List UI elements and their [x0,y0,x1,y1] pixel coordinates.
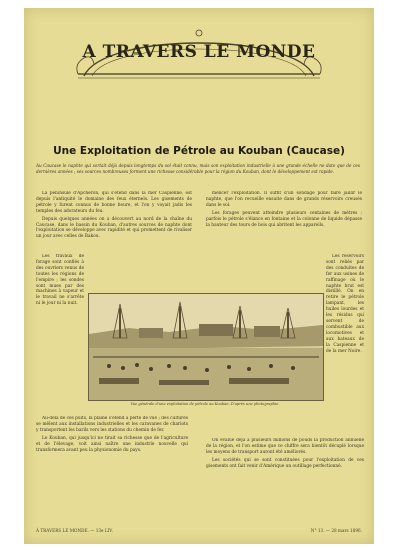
paragraph: La péninsule d'Apchéron, qui s'étend dans la mer Caspienne, est depuis l'antiquité le domaine des feux éternels. Les gisements de pétrole y furent connus de bonne heure, et l'on y voyait jadis les temples des adorateurs du feu. [36,191,192,214]
paragraph: Depuis quelques années on a découvert au nord de la chaîne du Caucase, dans le bassin du Kouban, d'autres sources de naphte dont l'exploitation se développe avec rapidité et qui promettent de rivaliser un jour avec celles de Bakou. [36,216,192,240]
column-left-side [36,254,84,414]
masthead-title: A TRAVERS LE MONDE [82,42,316,62]
photo-illustration [89,294,323,400]
paragraph: Les forages peuvent atteindre plusieurs centaines de mètres ; parfois le pétrole s'élance en fontaine et la colonne de liquide dépasse la hauteur des tours de bois qui abritent les appareils. [206,210,362,228]
column-right-side [326,254,364,434]
column-right-top [206,191,362,249]
masthead [74,26,324,84]
paragraph: Au-delà de ces puits, la plaine s'étend à perte de vue ; des cultures se mêlent aux installations industrielles et les caravanes de chariots y transportent les barils vers les stations du chemin de fer. [36,416,188,433]
magazine-page [24,8,374,544]
paragraph: Le Kouban, qui jusqu'ici ne tirait sa richesse que de l'agriculture et de l'élevage, voit ainsi naître une industrie nouvelle qui transformera avant peu la physionomie du pays. [36,435,188,453]
column-right-bottom [206,438,364,524]
figure-caption: Vue générale d'une exploitation de pétrole au Kouban. D'après une photographie. [130,402,280,406]
oil-field-photograph [88,293,324,401]
paragraph: Les réservoirs sont reliés par des conduites de fer aux usines de raffinage où le naphte brut est distillé. On en retire le pétrole lampant, les huiles lourdes et les résidus qui servent de combustible aux locomotives et aux bateaux de la Caspienne et de la mer Noire. [326,254,364,354]
paragraph: mencer l'exploitation. Il suffit d'un sondage pour faire jaillir le naphte, que l'on recueille ensuite dans de grands réservoirs creusés dans le sol. [206,191,362,208]
column-left-bottom [36,416,188,524]
article-lead: Au Caucase le naphte qui sortait déjà depuis longtemps du sol était connu, mais son exploitation industrielle à une grande échelle ne date que de ces dernières années ; ses sources nombreuses forment une richesse considérable pour la région du Kouban, dont le développement est rapide. [36,163,360,175]
paragraph: Les sociétés qui se sont constituées pour l'exploitation de ces gisements ont fait venir d'Amérique un outillage perfectionné. [206,457,364,469]
footer-left: À TRAVERS LE MONDE. — 13e LIV. [36,528,113,533]
paragraph: Les travaux de forage sont confiés à des ouvriers venus de toutes les régions de l'empire ; les sondes sont mues par des machines à vapeur et le travail ne s'arrête ni le jour ni la nuit. [36,254,84,307]
column-left-top [36,191,192,249]
article-title: Une Exploitation de Pétrole au Kouban (Caucase) [53,145,345,157]
footer-right: N° 13. — 28 mars 1896. [310,528,362,533]
paragraph: On évalue déjà à plusieurs millions de pouds la production annuelle de la région, et l'on estime que ce chiffre sera bientôt décuplé lorsque les moyens de transport auront été améliorés. [206,438,364,455]
